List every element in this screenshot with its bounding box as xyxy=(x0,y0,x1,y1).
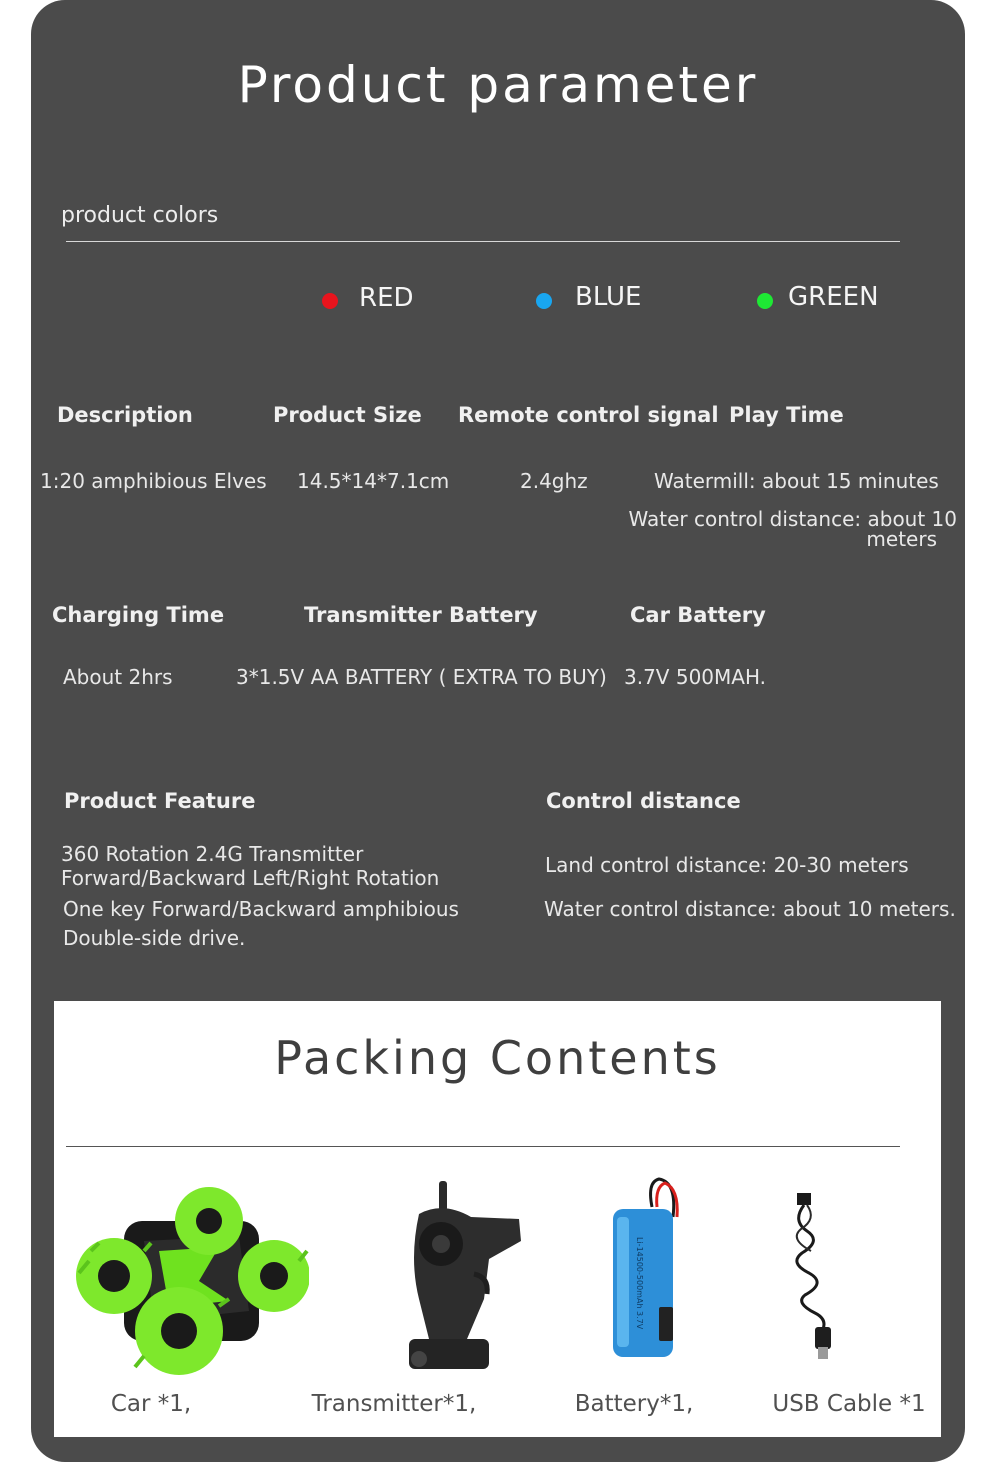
colors-section-label: product colors xyxy=(61,203,219,228)
feature-line-4: Double-side drive. xyxy=(63,926,246,950)
product-parameter-panel xyxy=(31,0,965,1462)
header-product-feature: Product Feature xyxy=(64,789,256,813)
value-car-battery: 3.7V 500MAH. xyxy=(624,665,767,689)
transmitter-image xyxy=(379,1179,529,1379)
page-title: Product parameter xyxy=(237,56,759,114)
color-label-green: GREEN xyxy=(788,282,879,312)
header-product-size: Product Size xyxy=(273,403,422,427)
green-dot-icon xyxy=(757,293,773,309)
value-water-distance-line2: meters xyxy=(866,527,937,551)
packing-divider xyxy=(66,1146,900,1147)
feature-line-1: 360 Rotation 2.4G Transmitter xyxy=(61,842,364,866)
header-play-time: Play Time xyxy=(729,403,844,427)
value-product-size: 14.5*14*7.1cm xyxy=(297,469,450,493)
header-remote-signal: Remote control signal xyxy=(458,403,719,427)
rc-car-image xyxy=(69,1181,309,1391)
caption-transmitter: Transmitter*1, xyxy=(311,1391,477,1417)
header-car-battery: Car Battery xyxy=(630,603,766,627)
feature-line-3: One key Forward/Backward amphibious xyxy=(63,897,459,921)
blue-dot-icon xyxy=(536,293,552,309)
header-transmitter-battery: Transmitter Battery xyxy=(304,603,538,627)
value-charging-time: About 2hrs xyxy=(63,665,173,689)
caption-car: Car *1, xyxy=(110,1391,192,1417)
packing-title: Packing Contents xyxy=(274,1031,721,1085)
caption-usb-cable: USB Cable *1 xyxy=(772,1391,926,1417)
value-remote-signal: 2.4ghz xyxy=(520,469,588,493)
color-label-blue: BLUE xyxy=(575,282,642,312)
packing-contents-card xyxy=(54,1001,941,1437)
red-dot-icon xyxy=(322,293,338,309)
caption-battery: Battery*1, xyxy=(574,1391,694,1417)
header-description: Description xyxy=(57,403,193,427)
header-control-distance: Control distance xyxy=(546,789,741,813)
value-water-distance-line1: Water control distance: about 10 xyxy=(628,507,957,531)
battery-image xyxy=(607,1177,697,1367)
feature-line-2: Forward/Backward Left/Right Rotation xyxy=(61,866,440,890)
battery-label-text: Li-14500-500mAh 3.7V xyxy=(635,1237,644,1330)
color-label-red: RED xyxy=(359,283,414,313)
control-line-land: Land control distance: 20-30 meters xyxy=(545,853,909,877)
value-description: 1:20 amphibious Elves xyxy=(40,469,267,493)
usb-cable-image xyxy=(787,1191,857,1361)
header-charging-time: Charging Time xyxy=(52,603,225,627)
colors-divider xyxy=(66,241,900,242)
control-line-water: Water control distance: about 10 meters. xyxy=(544,897,956,921)
value-transmitter-battery: 3*1.5V AA BATTERY ( EXTRA TO BUY) xyxy=(236,665,607,689)
value-play-time: Watermill: about 15 minutes xyxy=(654,469,939,493)
